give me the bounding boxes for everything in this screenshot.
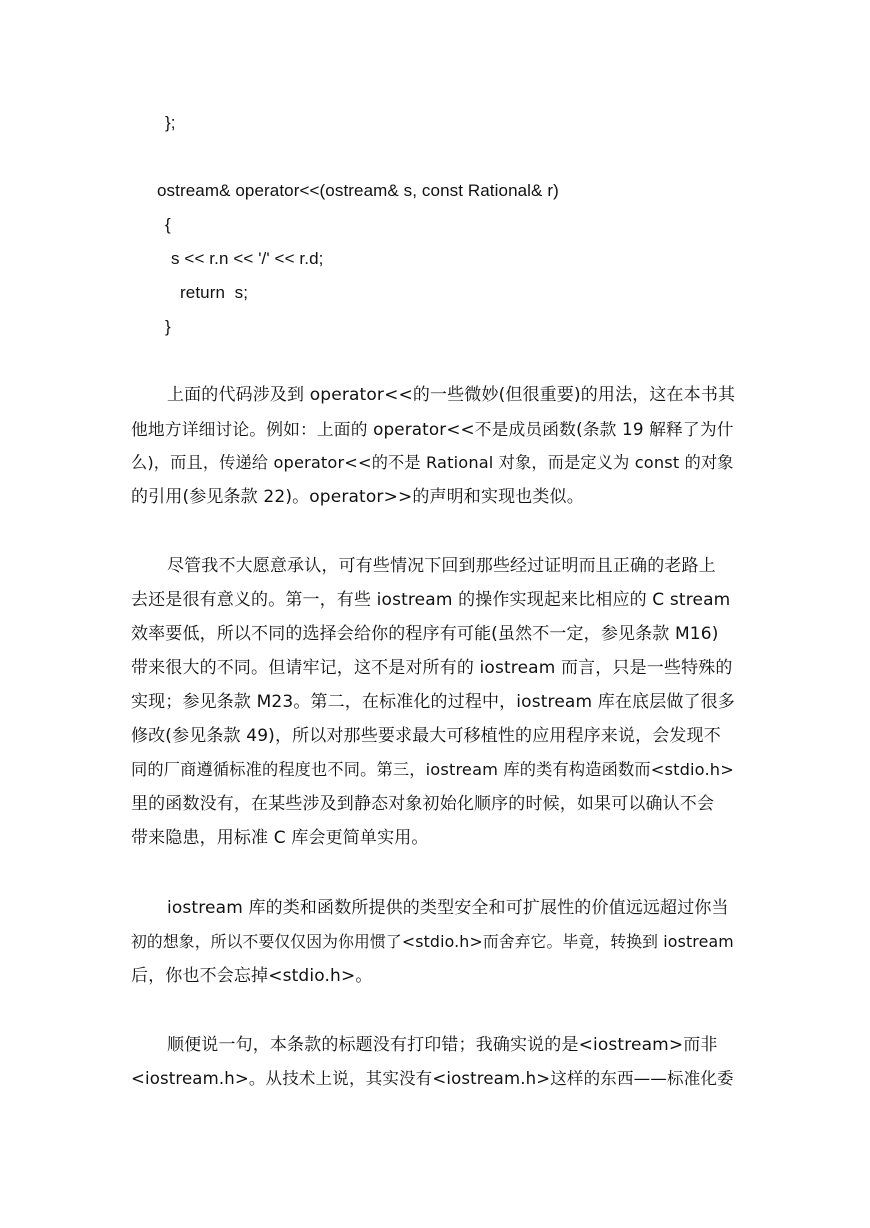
text-line: 初的想象，所以不要仅仅因为你用惯了<stdio.h>而舍弃它。毕竟，转换到 iostream <box>131 932 734 951</box>
paragraph-title-note <box>131 1028 737 1096</box>
text-line: 同的厂商遵循标准的程度也不同。第三，iostream 库的类有构造函数而<stdio.h> <box>131 760 734 779</box>
code-line: { <box>165 215 171 234</box>
code-line: }; <box>165 113 176 132</box>
paragraph-operator-usage <box>131 378 737 514</box>
paragraph-c-library-reasons <box>131 549 737 855</box>
code-line: s << r.n << '/' << r.d; <box>171 249 324 268</box>
text-line: 上面的代码涉及到 operator<<的一些微妙(但很重要)的用法，这在本书其 <box>167 385 736 405</box>
text-line: 么)，而且，传递给 operator<<的不是 Rational 对象，而是定义为 const 的对象 <box>131 453 734 472</box>
text-line: 尽管我不大愿意承认，可有些情况下回到那些经过证明而且正确的老路上 <box>167 556 716 576</box>
text-line: iostream 库的类和函数所提供的类型安全和可扩展性的价值远远超过你当 <box>167 898 729 918</box>
text-line: 带来很大的不同。但请牢记，这不是对所有的 iostream 而言，只是一些特殊的 <box>131 658 733 678</box>
text-line: 里的函数没有，在某些涉及到静态对象初始化顺序的时候，如果可以确认不会 <box>131 794 715 814</box>
code-line: } <box>165 317 171 336</box>
text-line: 效率要低，所以不同的选择会给你的程序有可能(虽然不一定，参见条款 M16) <box>131 624 719 644</box>
text-line: 顺便说一句，本条款的标题没有打印错；我确实说的是<iostream>而非 <box>167 1035 718 1055</box>
text-line: 修改(参见条款 49)，所以对那些要求最大可移植性的应用程序来说，会发现不 <box>131 726 721 746</box>
text-line: 的引用(参见条款 22)。operator>>的声明和实现也类似。 <box>131 487 584 507</box>
text-line: 后，你也不会忘掉<stdio.h>。 <box>131 966 373 986</box>
text-line: 带来隐患，用标准 C 库会更简单实用。 <box>131 828 429 848</box>
text-line: <iostream.h>。从技术上说，其实没有<iostream.h>这样的东西——标准化委 <box>131 1069 734 1088</box>
code-line: ostream& operator<<(ostream& s, const Rational& r) <box>157 181 559 200</box>
text-line: 他地方详细讨论。例如：上面的 operator<<不是成员函数(条款 19 解释了为什 <box>131 419 734 439</box>
text-line: 实现；参见条款 M23。第二，在标准化的过程中，iostream 库在底层做了很多 <box>131 692 735 712</box>
paragraph-iostream-value <box>131 891 737 993</box>
code-line: return s; <box>180 283 249 302</box>
text-line: 去还是很有意义的。第一，有些 iostream 的操作实现起来比相应的 C stream <box>131 590 731 610</box>
